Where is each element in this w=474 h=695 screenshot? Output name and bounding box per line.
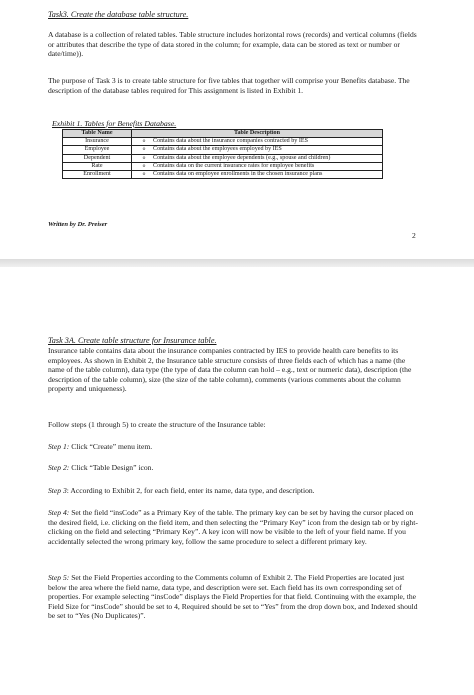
paragraph-follow-steps: Follow steps (1 through 5) to create the structure of the Insurance table:: [48, 420, 266, 429]
task3a-heading: Task 3A. Create table structure for Insurance table.: [48, 336, 217, 345]
step-5: Step 5: Set the Field Properties according to the Comments column of Exhibit 2. The Field Properties are located just below the area where the field name, data type, and description were set. Each field has its own corresponding set of properties. For example selecting “insCode” displays the Field Properties for that field. Continuing with the example, the Field Size for “insCode” should be set to 4, Required should be set to “Yes” from the drop down box, and Indexed should be set to “Yes (No Duplicates)”.: [48, 573, 418, 621]
page-number: 2: [412, 231, 416, 240]
bullet-icon: o: [142, 162, 146, 169]
page-gap: [0, 259, 474, 267]
step-3: Step 3: According to Exhibit 2, for each field, enter its name, data type, and description.: [48, 486, 315, 495]
bullet-icon: o: [142, 154, 146, 161]
step-2: Step 2: Click “Table Design” icon.: [48, 463, 154, 472]
bullet-icon: o: [142, 171, 146, 178]
bullet-icon: o: [142, 146, 146, 153]
table-row: Employee o Contains data about the employees employed by IES: [63, 146, 383, 154]
table-row: Rate o Contains data on the current insurance rates for employee benefits: [63, 162, 383, 170]
step-1: Step 1: Click “Create” menu item.: [48, 442, 153, 451]
paragraph-task-purpose: The purpose of Task 3 is to create table structure for five tables that together will comprise your Benefits database. The description of the database tables required for This assignment is listed in Exhibit 1.: [48, 76, 410, 95]
col-header-table-description: Table Description: [132, 130, 383, 138]
table-row: Enrollment o Contains data on employee enrollments in the chosen insurance plans: [63, 171, 383, 179]
col-header-table-name: Table Name: [63, 130, 132, 138]
table-row: Dependent o Contains data about the employee dependents (e.g., spouse and children): [63, 154, 383, 162]
exhibit-1-table: [62, 129, 383, 179]
document-page-1: [0, 0, 474, 259]
exhibit-1-caption: Exhibit 1. Tables for Benefits Database.: [52, 119, 177, 128]
task3-heading: Task3. Create the database table structure.: [48, 10, 189, 19]
table-row: Insurance o Contains data about the insurance companies contracted by IES: [63, 138, 383, 146]
document-page-2: [0, 267, 474, 695]
step-4: Step 4: Set the field “insCode” as a Primary Key of the table. The primary key can be set by having the cursor placed on the desired field, i.e. clicking on the field item, and then selecting the “Primary Key” icon from the design tab or by right-clicking on the field and selecting “Primary Key”. A key icon will now be visible to the left of your field name. If you accidentally selected the wrong primary key, follow the same procedure to select a different primary key.: [48, 508, 418, 546]
author-credit: Written by Dr. Preiser: [48, 221, 108, 228]
bullet-icon: o: [142, 138, 146, 145]
paragraph-database-definition: A database is a collection of related tables. Table structure includes horizontal rows (records) and vertical columns (fields or attributes that describe the type of data stored in the column; for example, data can be stored as text or number or date/time)).: [48, 30, 417, 59]
paragraph-insurance-intro: Insurance table contains data about the insurance companies contracted by IES to provide health care benefits to its employees. As shown in Exhibit 2, the Insurance table structure consists of three fields each of which has a name (the name of the table column), data type (the type of data the column can hold – e.g., text or numeric data), description (the description of the table column), size (the size of the table column), comments (various comments about the column property and uniqueness).: [48, 346, 412, 394]
